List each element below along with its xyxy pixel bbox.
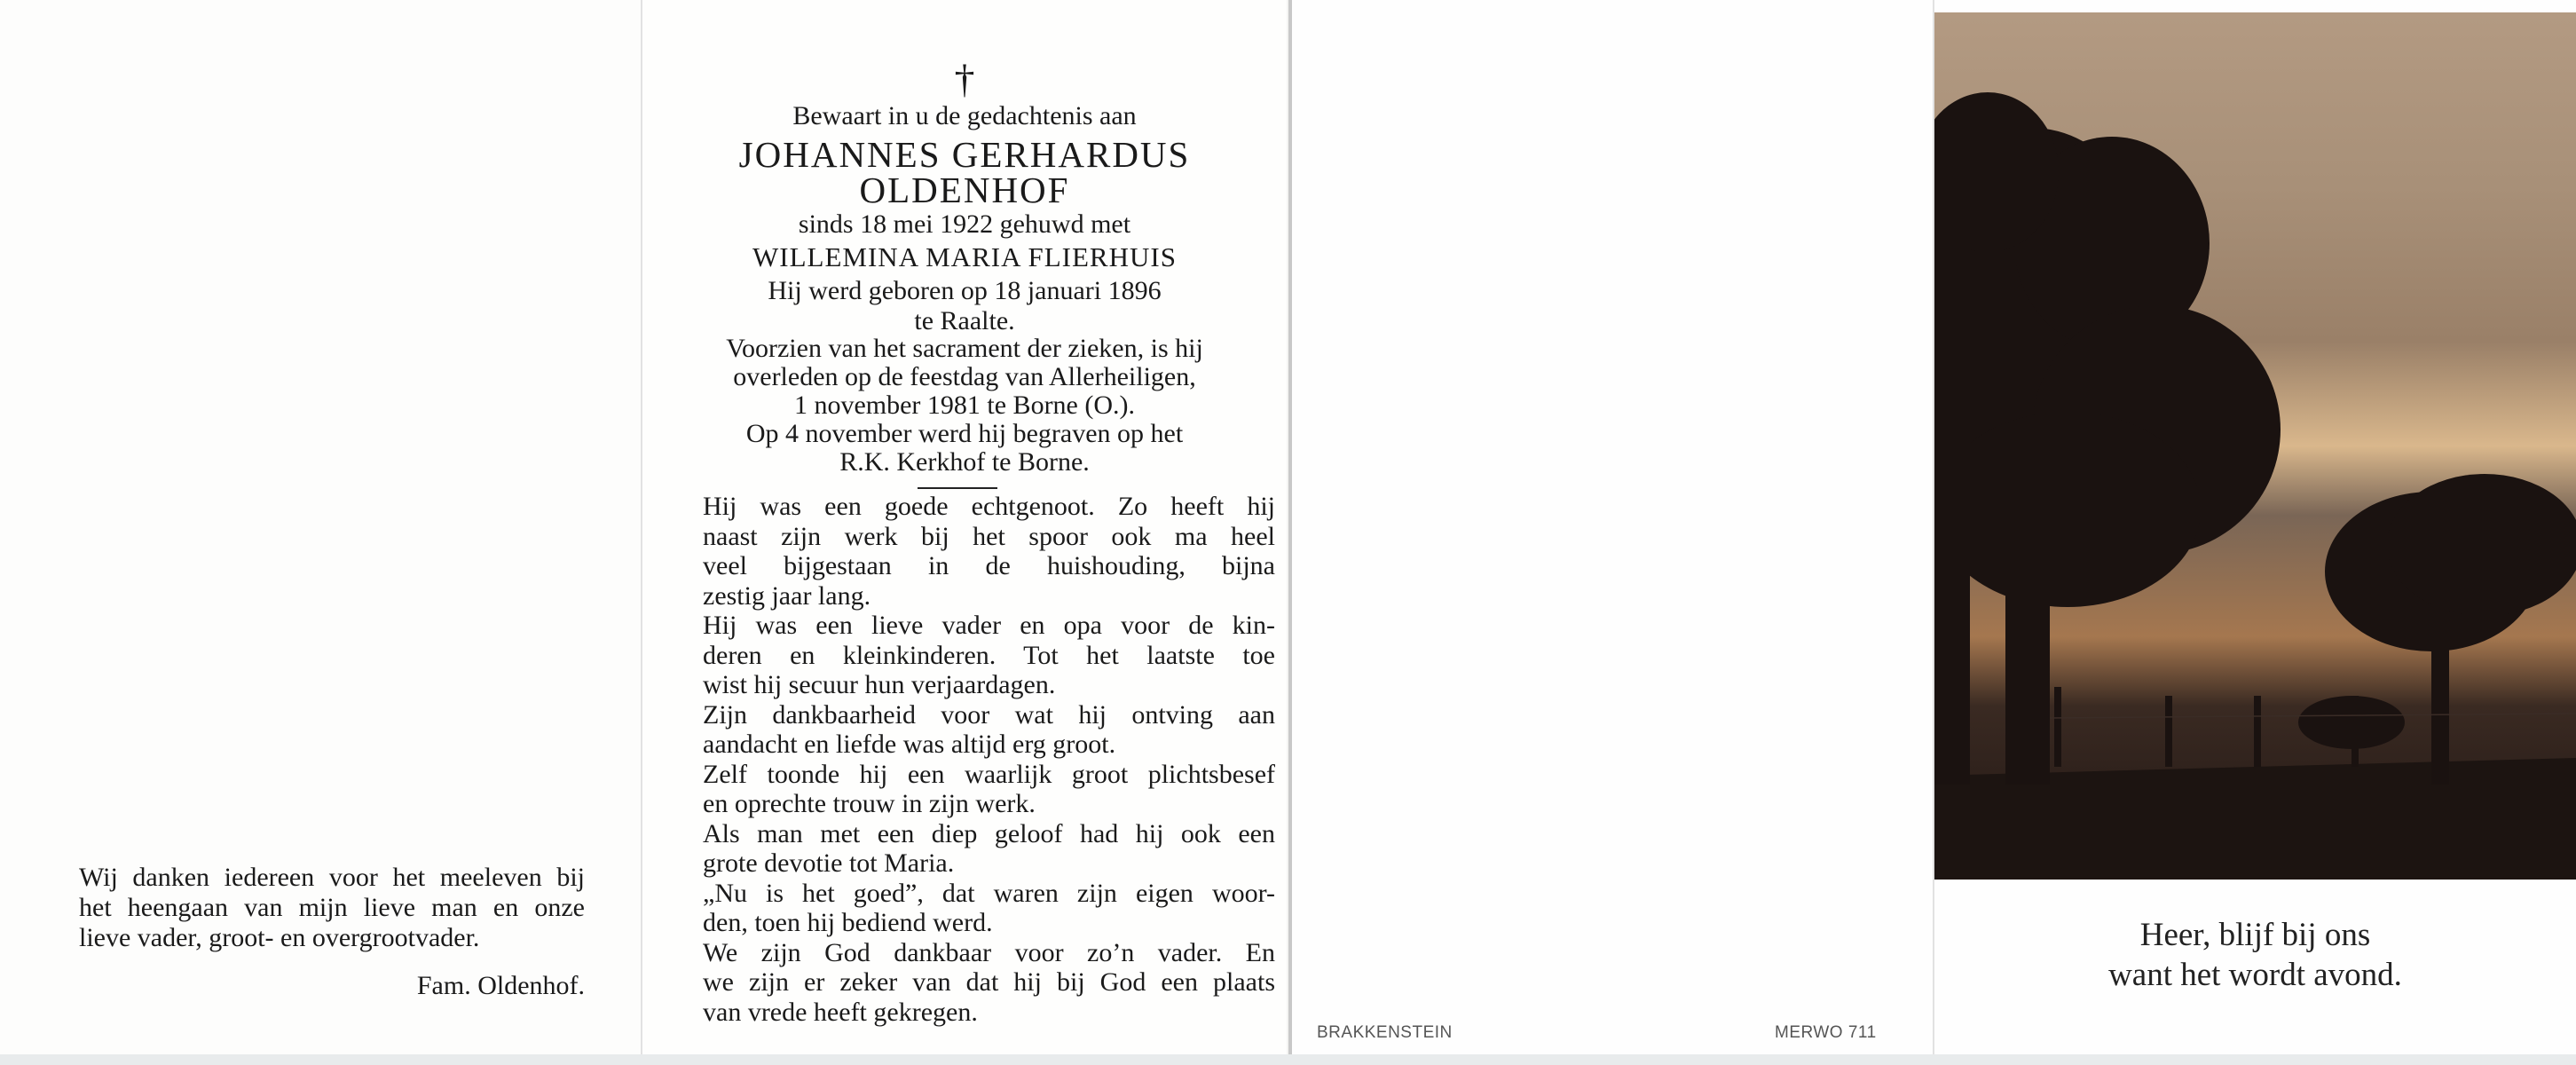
memorial-body-text (703, 492, 1275, 1027)
cross-icon: † (954, 56, 975, 101)
body-line: wist hij secuur hun verjaardagen. (703, 670, 1056, 699)
inside-left-panel (0, 0, 641, 1061)
intro-line: Bewaart in u de gedachtenis aan (792, 101, 1137, 130)
death-line: Voorzien van het sacrament der zieken, is hij (726, 334, 1203, 363)
body-line: van vrede heeft gekregen. (703, 997, 978, 1027)
card-edge (0, 1054, 2576, 1065)
birth-line: Hij werd geboren op 18 januari 1896 (768, 276, 1162, 305)
tree-silhouette-image (1934, 12, 2576, 880)
death-line: overleden op de feestdag van Allerheiligen, (733, 362, 1196, 391)
body-line: Zelf toonde hij een waarlijk groot plichtsbesef (703, 759, 1275, 789)
thanks-line: het heengaan van mijn lieve man en onze (79, 893, 585, 922)
body-line: „Nu is het goed”, dat waren zijn eigen woor- (703, 878, 1275, 908)
body-line: den, toen hij bediend werd. (703, 908, 993, 937)
fold-line (1933, 0, 1934, 1061)
deceased-name-line2: OLDENHOF (859, 170, 1070, 210)
body-line: Hij was een lieve vader en opa voor de kin- (703, 611, 1275, 640)
sunset-tree-photo (1934, 12, 2576, 880)
burial-line: R.K. Kerkhof te Borne. (839, 447, 1090, 477)
card-code: MERWO 711 (1775, 1023, 1877, 1042)
caption-line2: want het wordt avond. (2108, 957, 2402, 993)
body-line: zestig jaar lang. (703, 580, 871, 611)
body-line: We zijn God dankbaar voor zo’n vader. En (703, 937, 1275, 967)
back-panel (1288, 0, 1936, 1061)
caption-line1: Heer, blijf bij ons (2139, 917, 2371, 953)
body-line: deren en kleinkinderen. Tot het laatste toe (703, 640, 1275, 670)
death-line: 1 november 1981 te Borne (O.). (793, 390, 1136, 420)
body-line: we zijn er zeker van dat hij bij God een plaats (703, 967, 1275, 997)
body-line: veel bijgestaan in de huishouding, bijna (703, 551, 1275, 580)
body-line: en oprechte trouw in zijn werk. (703, 789, 1036, 818)
married-line: sinds 18 mei 1922 gehuwd met (798, 209, 1131, 239)
thanks-line: Wij danken iedereen voor het meeleven bij (79, 863, 585, 892)
body-line: aandacht en liefde was altijd erg groot. (703, 730, 1116, 759)
publisher-label: BRAKKENSTEIN (1317, 1023, 1453, 1042)
body-line: Als man met een diep geloof had hij ook een (703, 818, 1275, 848)
body-line: Hij was een goede echtgenoot. Zo heeft hij (703, 492, 1275, 521)
deceased-name-line1: JOHANNES GERHARDUS (738, 134, 1191, 175)
body-line: grote devotie tot Maria. (703, 848, 955, 878)
burial-line: Op 4 november werd hij begraven op het (745, 419, 1184, 448)
thanks-message (79, 863, 585, 953)
birth-place: te Raalte. (914, 306, 1015, 335)
fold-line (641, 0, 642, 1061)
family-signature: Fam. Oldenhof. (416, 971, 585, 1000)
thanks-line: lieve vader, groot- en overgrootvader. (79, 923, 480, 952)
body-line: naast zijn werk bij het spoor ook ma heel (703, 521, 1275, 551)
body-line: Zijn dankbaarheid voor wat hij ontving aan (703, 699, 1275, 730)
divider (918, 487, 997, 489)
spouse-name: WILLEMINA MARIA FLIERHUIS (752, 241, 1177, 272)
